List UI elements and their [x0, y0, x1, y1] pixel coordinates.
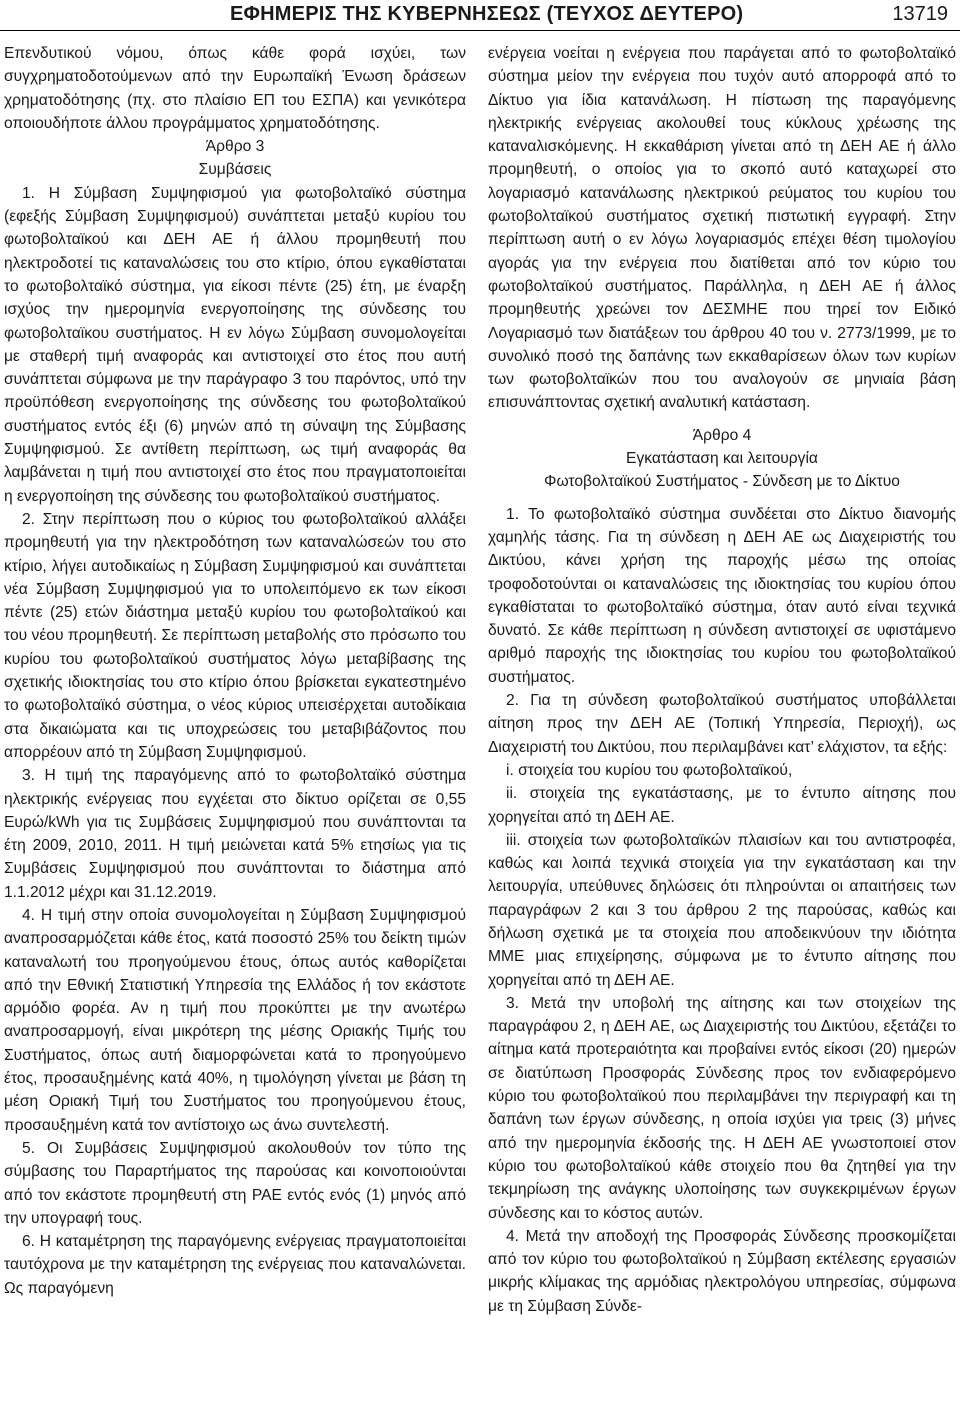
intro-paragraph: Επενδυτικού νόμου, όπως κάθε φορά ισχύει, των συγχρηματοδοτούμενων από την Ευρωπαϊκή Ένωση δράσεων χρηματοδότησης (πχ. στο πλαίσιο ΕΠ του ΕΣΠΑ) και γενικότερα οποιουδήποτε άλλου προγράμματος χρηματοδότησης. — [4, 45, 466, 132]
article-4-title-line-1: Εγκατάσταση και λειτουργία — [626, 450, 818, 468]
article-4-heading: Άρθρο 4 — [692, 426, 752, 444]
list-item: iii. στοιχεία των φωτοβολταϊκών πλαισίων και του αντιστροφέα, καθώς και λοιπά τεχνικά στοιχεία για την εγκατάσταση και την λειτουργία, υπεύθυνες δηλώσεις ότι πληρούνται οι απαιτήσεις των παραγράφων 2 και 3 του άρθρου 2 της παρούσας, καθώς και δήλωση σχετικά με τα στοιχεία που αποδεικνύουν την ιδιότητα ΜΜΕ μιας επιχείρησης, σύμφωνα με το έντυπο αίτησης που χορηγείται από τη ΔΕΗ ΑΕ. — [488, 831, 956, 989]
article-4-paragraph-2: 2. Για τη σύνδεση φωτοβολταϊκού συστήματος υποβάλλεται αίτηση προς την ΔΕΗ ΑΕ (Τοπική Υπηρεσία, Περιοχή), ως Διαχειριστή του Δικτύου, που περιλαμβάνει κατ’ ελάχιστον, τα εξής: — [488, 692, 956, 756]
article-3-paragraph-3: 3. Η τιμή της παραγόμενης από το φωτοβολταϊκό σύστημα ηλεκτρικής ενέργειας που εγχέεται στο δίκτυο ορίζεται σε 0,55 Ευρώ/kWh για τις Συμβάσεις Συμψηφισμού που συνάπτονται τα έτη 2009, 2010, 2011. Η τιμή μειώνεται κατά 5% ετησίως για τις Συμβάσεις Συμψηφισμού που συνάπτονται το διάστημα από 1.1.2012 μέχρι και 31.12.2019. — [4, 767, 466, 901]
page-number: 13719 — [892, 3, 948, 25]
article-3-title: Συμβάσεις — [198, 161, 272, 179]
article-3-paragraph-5: 5. Οι Συμβάσεις Συμψηφισμού ακολουθούν τον τύπο της σύμβασης του Παραρτήματος της παρούσας και κοινοποιούνται από τον εκάστοτε προμηθευτή στη ΡΑΕ εντός ενός (1) μηνός από την υπογραφή τους. — [4, 1139, 466, 1227]
list-item: ii. στοιχεία της εγκατάστασης, με το έντυπο αίτησης που χορηγείται από τη ΔΕΗ ΑΕ. — [488, 785, 956, 826]
article-3-heading: Άρθρο 3 — [205, 138, 265, 156]
article-3-paragraph-6: 6. Η καταμέτρηση της παραγόμενης ενέργειας πραγματοποιείται ταυτόχρονα με την καταμέτρηση της ενέργειας που καταναλώνεται. Ως παραγόμενη — [4, 1233, 466, 1297]
article-3-paragraph-2: 2. Στην περίπτωση που ο κύριος του φωτοβολταϊκού αλλάξει προμηθευτή για την ηλεκτροδότηση των καταναλώσεών του στο κτίριο, λήγει αυτοδικαίως η Σύμβαση Συμψηφισμού και συνάπτεται νέα Σύμβαση Συμψηφισμού για το υπολειπόμενο εκ των είκοσι πέντε (25) ετών διάστημα μεταξύ κυρίου του φωτοβολταϊκού και του νέου προμηθευτή. Σε περίπτωση μεταβολής στο πρόσωπο του κυρίου του φωτοβολταϊκού συστήματος λόγω μεταβίβασης της σχετικής ιδιοκτησίας του στο κτίριο όπου βρίσκεται εγκατεστημένο το φωτοβολταϊκό σύστημα, ο νέος κύριος υπεισέρχεται αυτοδίκαια στα δικαιώματα και τις υποχρεώσεις του μεταβιβάζοντος που απορρέουν από τη Σύμβαση Συμψηφισμού. — [4, 510, 466, 761]
header-divider — [0, 30, 960, 31]
list-item: i. στοιχεία του κυρίου του φωτοβολταϊκού, — [506, 761, 793, 779]
continuation-paragraph: ενέργεια νοείται η ενέργεια που παράγεται από το φωτοβολταϊκό σύστημα μείον την ενέργεια που τυχόν αυτό απορροφά από το Δίκτυο για ίδια κατανάλωση. Η πίστωση της παραγόμενης ηλεκτρικής ενέργειας ακολουθεί τους κύκλους χρέωσης της καταναλισκόμενης. Η εκκαθάριση γίνεται από τη ΔΕΗ ΑΕ ή άλλο προμηθευτή, ο οποίος για το σκοπό αυτό καταχωρεί στο λογαριασμό κατανάλωσης ηλεκτρικού ρεύματος του κυρίου του φωτοβολταϊκού συστήματος σχετική πιστωτική εγγραφή. Στην περίπτωση αυτή ο εν λόγω λογαριασμός επέχει θέση τιμολογίου αγοράς για την ενέργεια που διατίθεται από τον κύριο του φωτοβολταϊκού συστήματος. Παράλληλα, η ΔΕΗ ΑΕ ή άλλος προμηθευτής χρεώνει τον ΔΕΣΜΗΕ που τηρεί τον Ειδικό Λογαριασμό των διατάξεων του άρθρου 40 του ν. 2773/1999, με το συνολικό ποσό της δαπάνης των εκκαθαρίσεων όλων των κυρίων των φωτοβολταϊκών που του αναλογούν σε μηνιαία βάση επισυνάπτοντας σχετική αναλυτική κατάσταση. — [488, 45, 956, 412]
gazette-title: ΕΦΗΜΕΡΙΣ ΤΗΣ ΚΥΒΕΡΝΗΣΕΩΣ (ΤΕΥΧΟΣ ΔΕΥΤΕΡΟ) — [230, 3, 744, 25]
article-3-paragraph-1: 1. Η Σύμβαση Συμψηφισμού για φωτοβολταϊκό σύστημα (εφεξής Σύμβαση Συμψηφισμού) συνάπτεται μεταξύ κυρίου του φωτοβολταϊκού και ΔΕΗ ΑΕ ή άλλου προμηθευτή που ηλεκτροδοτεί τις καταναλώσεις του στο κτίριο, όπου εγκαθίσταται το φωτοβολταϊκό σύστημα, για είκοσι πέντε (25) έτη, με έναρξη ισχύος την ημερομηνία ενεργοποίησης της σύνδεσης του φωτοβολταϊκου συστήματος. Η εν λόγω Σύμβαση συνομολογείται με σταθερή τιμή αναφοράς και αντιστοιχεί στο έτος που αυτή συνάπτεται σύμφωνα με την παράγραφο 3 του παρόντος, υπό την προϋπόθεση ενεργοποίησης της σύνδεσης του φωτοβολταϊκού συστήματος εντός έξι (6) μηνών από τη σύναψη της Σύμβασης Συμψηφισμού. Σε αντίθετη περίπτωση, ως τιμή αναφοράς θα λαμβάνεται η τιμή που αντιστοιχεί στο έτος που πραγματοποιείται η ενεργοποίηση της σύνδεσης του φωτοβολταϊκού συστήματος. — [4, 184, 466, 505]
article-3-paragraph-4: 4. Η τιμή στην οποία συνομολογείται η Σύμβαση Συμψηφισμού αναπροσαρμόζεται κάθε έτος, κατά ποσοστό 25% του δείκτη τιμών καταναλωτή του προηγούμενου έτους, όπως αυτός καθορίζεται από την Εθνική Στατιστική Υπηρεσία της Ελλάδος ή τον εκάστοτε αρμόδιο φορέα. Αν η τιμή που προκύπτει με την ανωτέρω αναπροσαρμογή, είναι μικρότερη της μέσης Οριακής Τιμής του Συστήματος, όπως αυτή διαμορφώνεται κατά το προηγούμενο έτος, προσαυξημένης κατά 40%, η τιμολόγηση γίνεται με βάση τη μέση Οριακή Τιμή του Συστήματος του προηγούμενου έτους, προσαυξημένη κατά τον αντίστοιχο ως άνω συντελεστή. — [4, 906, 466, 1134]
left-column — [4, 42, 466, 1300]
article-4-paragraph-1: 1. Το φωτοβολταϊκό σύστημα συνδέεται στο Δίκτυο διανομής χαμηλής τάσης. Για τη σύνδεση η ΔΕΗ ΑΕ ως Διαχειριστής του Δικτύου, κάνει χρήση της παροχής μέσω της οποίας τροφοδοτούνται οι καταναλώσεις της ιδιοκτησίας του κυρίου όπου εγκαθίσταται το φωτοβολταϊκό σύστημα, όταν αυτό είναι τεχνικά δυνατό. Σε κάθε περίπτωση η σύνδεση αντιστοιχεί σε υφιστάμενο αριθμό παροχής της ιδιοκτησίας του κυρίου του φωτοβολταϊκού συστήματος. — [488, 505, 956, 686]
right-column — [488, 42, 956, 1318]
article-4-paragraph-4: 4. Μετά την αποδοχή της Προσφοράς Σύνδεσης προσκομίζεται από τον κύριο του φωτοβολταϊκού η Σύμβαση εκτέλεσης εργασιών μικρής κλίμακας της αρμόδιας ηλεκτρολόγου υπηρεσίας, σύμφωνα με τη Σύμβαση Σύνδε- — [488, 1227, 956, 1315]
page-header — [0, 0, 960, 36]
article-4-paragraph-3: 3. Μετά την υποβολή της αίτησης και των στοιχείων της παραγράφου 2, η ΔΕΗ ΑΕ, ως Διαχειριστής του Δικτύου, εξετάζει το αίτημα κατά προτεραιότητα και προβαίνει εντός είκοσι (20) ημερών σε διατύπωση Προσφοράς Σύνδεσης προς τον ενδιαφερόμενο κύριο του φωτοβολταϊκού που περιλαμβάνει την περιγραφή και τη δαπάνη των έργων σύνδεσης, η οποία ισχύει για τρεις (3) μήνες από την ημερομηνία έκδοσής της. Η ΔΕΗ ΑΕ γνωστοποιεί στον κύριο του φωτοβολταϊκού κάθε στοιχείο που θα ζητηθεί για την τεκμηρίωση της ανάγκης υλοποίησης των συγκεκριμένων έργων σύνδεσης και το κόστος αυτών. — [488, 994, 956, 1222]
article-4-title-line-2: Φωτοβολταϊκού Συστήματος - Σύνδεση με το Δίκτυο — [544, 473, 900, 491]
